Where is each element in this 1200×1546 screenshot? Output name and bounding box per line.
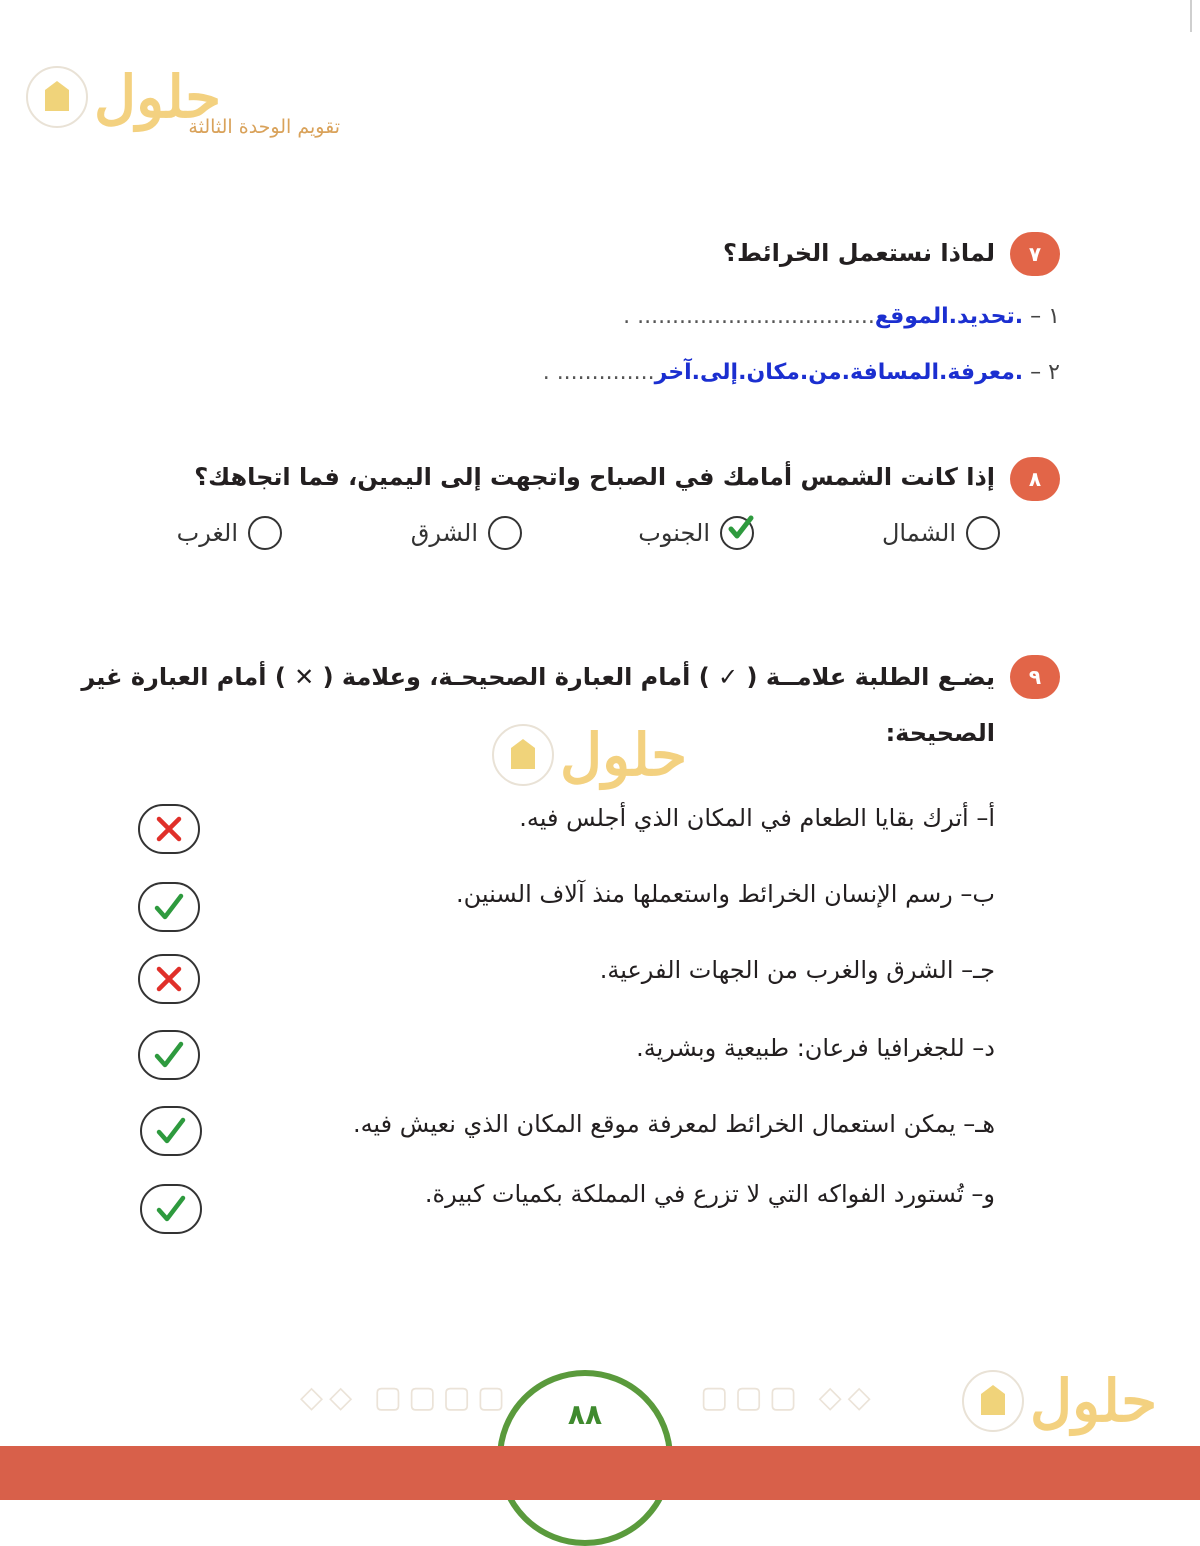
answer-text: .معرفة.المسافة.من.مكان.إلى.آخر: [654, 360, 1024, 385]
statement-d: د– للجغرافيا فرعان: طبيعية وبشرية.: [636, 1034, 995, 1062]
option-label: الشرق: [410, 519, 478, 547]
question-number-badge: ٧: [1010, 232, 1060, 276]
statement-b: ب– رسم الإنسان الخرائط واستعملها منذ آلاف السنين.: [456, 880, 995, 908]
statement-e: هـ– يمكن استعمال الخرائط لمعرفة موقع المكان الذي نعيش فيه.: [352, 1110, 995, 1138]
mark-box[interactable]: [138, 954, 200, 1004]
mark-box[interactable]: [138, 1030, 200, 1080]
logo-emblem-icon: [492, 724, 554, 786]
watermark-text: حلول: [94, 63, 222, 131]
check-icon: [155, 1116, 187, 1146]
watermark-text: حلول: [560, 721, 688, 789]
question-9-text-line1: يضـع الطلبة علامــة ( ✓ ) أمام العبارة الصحيحـة، وعلامة ( ✕ ) أمام العبارة غير: [81, 663, 995, 691]
statement-f: و– تُستورد الفواكه التي لا تزرع في المملكة بكميات كبيرة.: [424, 1180, 995, 1208]
answer-index: ٢ –: [1030, 360, 1060, 385]
question-number-badge: ٩: [1010, 655, 1060, 699]
check-icon: [155, 1194, 187, 1224]
footer-pattern-right: ▢▢▢ ◇◇: [700, 1380, 877, 1415]
page-number: ٨٨: [567, 1398, 603, 1431]
watermark-logo-bottom: [962, 1367, 1158, 1435]
footer-band: [0, 1446, 1200, 1500]
check-icon: [153, 1040, 185, 1070]
cross-icon: [154, 964, 184, 994]
mark-box[interactable]: [140, 1106, 202, 1156]
option-east[interactable]: [411, 516, 522, 550]
option-label: الغرب: [176, 519, 238, 547]
footer-pattern-left: ◇◇ ▢▢▢▢: [300, 1380, 512, 1415]
logo-emblem-icon: [962, 1370, 1024, 1432]
unit-title: تقويم الوحدة الثالثة: [188, 116, 340, 138]
watermark-text: حلول: [1030, 1367, 1158, 1435]
watermark-logo-middle: [492, 721, 688, 789]
answer-line-1: [623, 304, 1060, 329]
cross-icon: [154, 814, 184, 844]
statement-a: أ– أترك بقايا الطعام في المكان الذي أجلس فيه.: [519, 804, 995, 832]
mark-box[interactable]: [138, 804, 200, 854]
question-7-text: لماذا نستعمل الخرائط؟: [723, 239, 995, 267]
option-south[interactable]: [638, 516, 754, 550]
answer-dots: .............. .: [542, 360, 655, 385]
mark-box[interactable]: [138, 882, 200, 932]
mark-box[interactable]: [140, 1184, 202, 1234]
page-edge-line: [1190, 0, 1192, 32]
question-8-text: إذا كانت الشمس أمامك في الصباح واتجهت إلى اليمين، فما اتجاهك؟: [194, 463, 995, 491]
answer-index: ١ –: [1030, 304, 1060, 329]
statement-c: جـ– الشرق والغرب من الجهات الفرعية.: [599, 956, 995, 984]
option-label: الجنوب: [638, 519, 710, 547]
option-label: الشمال: [881, 519, 956, 547]
option-west[interactable]: [177, 516, 282, 550]
radio-checked-icon[interactable]: [720, 516, 754, 550]
radio-circle-icon[interactable]: [248, 516, 282, 550]
answer-text: .تحديد.الموقع: [874, 304, 1024, 329]
answer-dots: .................................. .: [623, 304, 875, 329]
answer-line-2: [543, 360, 1060, 385]
logo-emblem-icon: [26, 66, 88, 128]
radio-circle-icon[interactable]: [966, 516, 1000, 550]
question-number-badge: ٨: [1010, 457, 1060, 501]
question-9-text-line2: الصحيحة:: [885, 719, 995, 747]
radio-circle-icon[interactable]: [488, 516, 522, 550]
check-icon: [153, 892, 185, 922]
option-north[interactable]: [882, 516, 1000, 550]
